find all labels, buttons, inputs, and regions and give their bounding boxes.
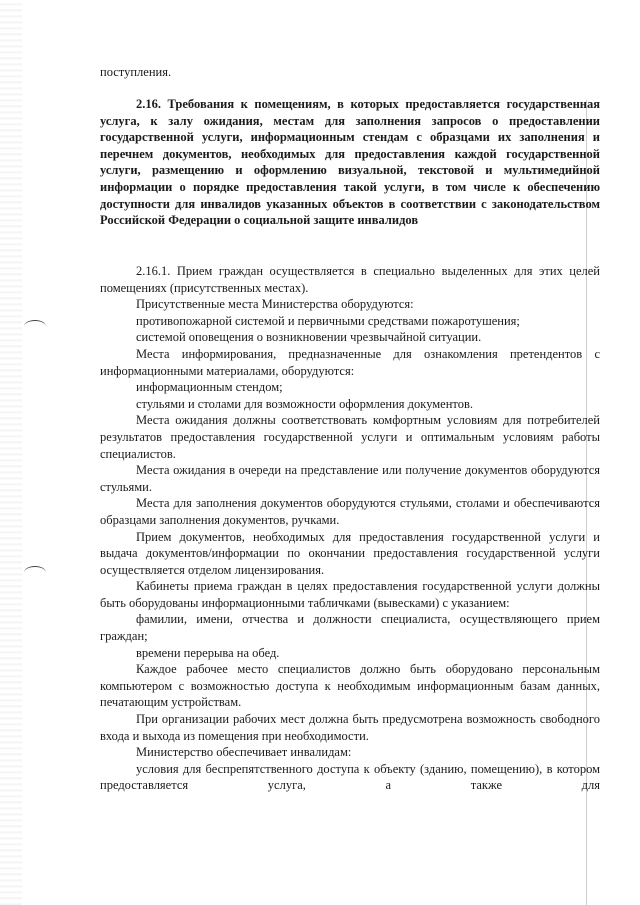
punch-hole-mark bbox=[24, 320, 46, 333]
list-item: системой оповещения о возникновении чрезвычайной ситуации. bbox=[136, 330, 482, 345]
previous-page-fragment: поступления. bbox=[100, 65, 172, 79]
paragraph: Присутственные места Министерства оборудуются: bbox=[136, 297, 414, 312]
paragraph: Министерство обеспечивает инвалидам: bbox=[136, 745, 352, 760]
paragraph: 2.16.1. Прием граждан осуществляется в специально выделенных для этих целей помещениях (присутственных местах). bbox=[100, 264, 600, 295]
paragraph: Кабинеты приема граждан в целях предоставления государственной услуги должны быть оборудованы информационными табличками (вывесками) с указанием: bbox=[100, 579, 600, 610]
list-item: фамилии, имени, отчества и должности специалиста, осуществляющего прием граждан; bbox=[100, 612, 600, 644]
list-item: времени перерыва на обед. bbox=[136, 645, 280, 660]
section-body bbox=[100, 263, 600, 794]
scan-edge-noise bbox=[0, 0, 22, 905]
list-item: стульями и столами для возможности оформления документов. bbox=[136, 396, 473, 411]
paragraph: Прием документов, необходимых для предоставления государственной услуги и выдача документов/информации по окончании предоставления государственной услуги осуществляется отделом лицензирования. bbox=[100, 529, 600, 577]
paragraph: Места информирования, предназначенные для ознакомления претендентов с информационными материалами, оборудуются: bbox=[100, 346, 600, 378]
paragraph: Каждое рабочее место специалистов должно быть оборудовано персональным компьютером с возможностью доступа к необходимым информационным базам данных, печатающим устройствам. bbox=[100, 662, 600, 710]
section-heading: 2.16. Требования к помещениям, в которых предоставляется государственная услуга, к залу ожидания, местам для заполнения запросов о предоставлении государственной услуги, информационным стендам с образцами их заполнения и перечнем документов, необходимых для предоставления каждой государственной услуги, размещению и оформлению визуальной, текстовой и мультимедийной информации о порядке предоставления такой услуги, в том числе к обеспечению доступности для инвалидов указанных объектов в соответствии с законодательством Российской Федерации о социальной защите инвалидов bbox=[100, 97, 600, 228]
list-item: информационным стендом; bbox=[136, 380, 283, 395]
list-item: противопожарной системой и первичными средствами пожаротушения; bbox=[136, 313, 520, 328]
paragraph: Места ожидания в очереди на представление или получение документов оборудуются стульями. bbox=[100, 463, 600, 494]
punch-hole-mark bbox=[24, 566, 46, 579]
paragraph: условия для беспрепятственного доступа к объекту (зданию, помещению), в котором предоставляется услуга, а также для bbox=[100, 761, 600, 793]
paragraph: Места для заполнения документов оборудуются стульями, столами и обеспечиваются образцами заполнения документов, ручками. bbox=[100, 496, 600, 527]
paragraph: Места ожидания должны соответствовать комфортным условиям для потребителей результатов предоставления государственной услуги и оптимальным условиям работы специалистов. bbox=[100, 413, 600, 461]
paragraph: При организации рабочих мест должна быть предусмотрена возможность свободного входа и выхода из помещения при необходимости. bbox=[100, 712, 600, 743]
